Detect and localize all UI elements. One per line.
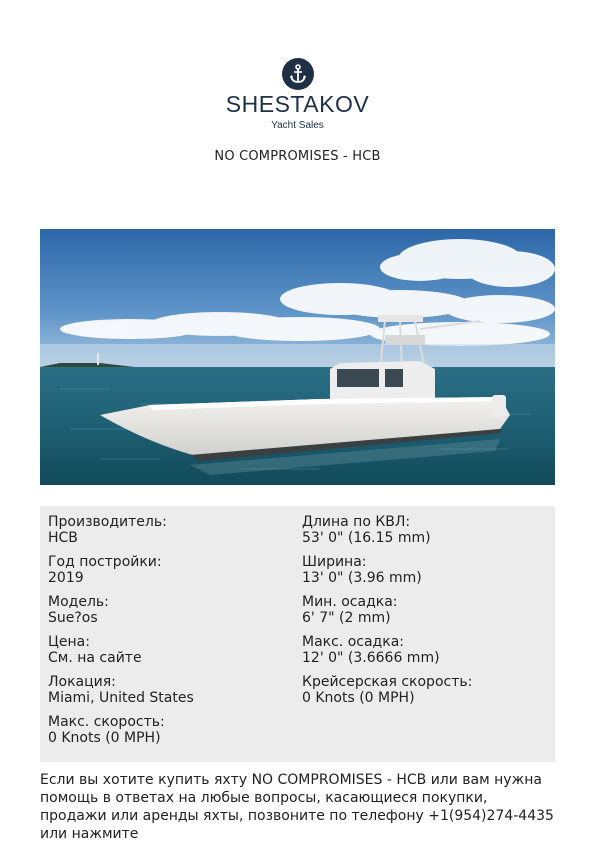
logo — [0, 58, 595, 133]
spec-label: Длина по КВЛ: — [302, 514, 411, 530]
spec-model — [48, 594, 288, 626]
spec-max-draft — [302, 634, 552, 666]
specs-panel — [40, 506, 555, 762]
spec-value: 12' 0" (3.6666 mm) — [302, 650, 440, 666]
spec-beam — [302, 554, 552, 586]
spec-label: Модель: — [48, 594, 109, 610]
contact-paragraph: Если вы хотите купить яхту NO COMPROMISES - HCB или вам нужна помощь в ответах на любые вопросы, касающиеся покупки, продажи или аренды яхты, позвоните по телефону +1(954)274-4435 или нажмите — [40, 772, 554, 842]
spec-label: Год постройки: — [48, 554, 162, 570]
spec-cruise-speed — [302, 674, 552, 706]
spec-label: Мин. осадка: — [302, 594, 398, 610]
spec-value: См. на сайте — [48, 650, 142, 666]
spec-value: 0 Knots (0 MPH) — [302, 690, 415, 706]
spec-year — [48, 554, 288, 586]
spec-value: 13' 0" (3.96 mm) — [302, 570, 422, 586]
spec-label: Локация: — [48, 674, 116, 690]
brand-name: SHESTAKOV — [225, 91, 370, 117]
page-title: NO COMPROMISES - HCB — [214, 149, 381, 164]
spec-value: Sue?os — [48, 610, 98, 626]
spec-value: HCB — [48, 530, 78, 546]
spec-max-speed — [48, 714, 288, 746]
specs-left-column — [48, 514, 288, 754]
spec-price — [48, 634, 288, 666]
spec-min-draft — [302, 594, 552, 626]
spec-label: Крейсерская скорость: — [302, 674, 473, 690]
specs-right-column — [302, 514, 552, 714]
spec-label: Макс. осадка: — [302, 634, 404, 650]
spec-value: Miami, United States — [48, 690, 194, 706]
spec-label: Ширина: — [302, 554, 367, 570]
yacht-photo — [40, 229, 555, 485]
spec-label: Макс. скорость: — [48, 714, 165, 730]
spec-manufacturer — [48, 514, 288, 546]
spec-label: Производитель: — [48, 514, 167, 530]
spec-waterline-length — [302, 514, 552, 546]
spec-value: 53' 0" (16.15 mm) — [302, 530, 431, 546]
anchor-icon — [282, 58, 314, 90]
spec-label: Цена: — [48, 634, 90, 650]
brand-subtitle: Yacht Sales — [271, 120, 324, 131]
spec-value: 0 Knots (0 MPH) — [48, 730, 161, 746]
spec-value: 2019 — [48, 570, 84, 586]
spec-value: 6' 7" (2 mm) — [302, 610, 391, 626]
spec-location — [48, 674, 288, 706]
